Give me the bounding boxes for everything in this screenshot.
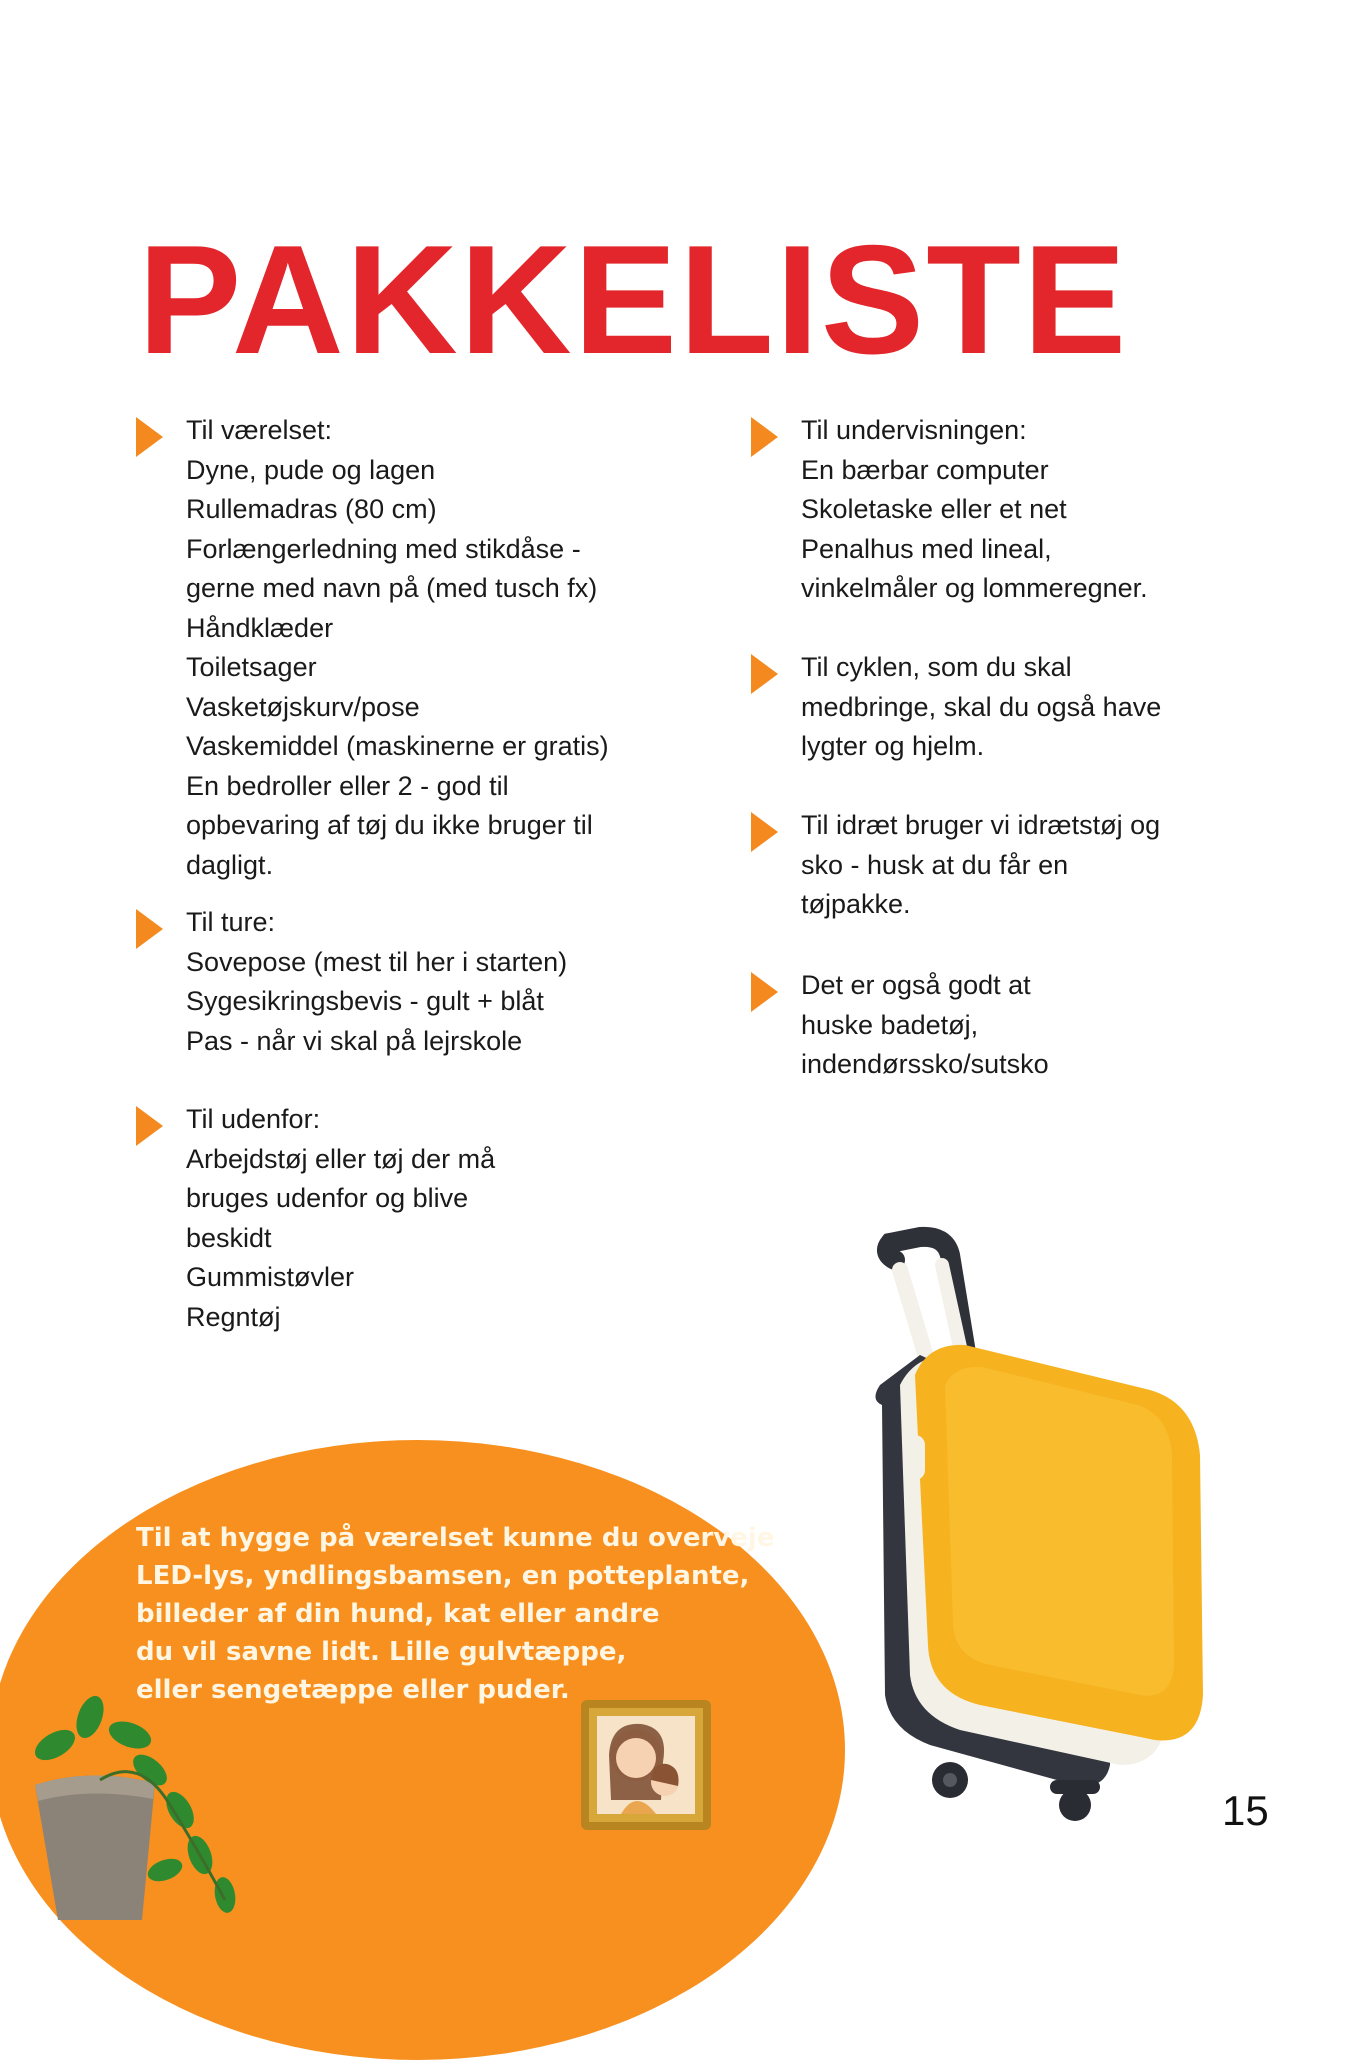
tip-text: [136, 1519, 774, 1709]
list-item: dagligt.: [186, 849, 274, 880]
page-number: 15: [1222, 1787, 1269, 1834]
section-heading: Til ture:: [186, 907, 276, 937]
section-room: [136, 411, 609, 885]
list-item: Forlængerledning med stikdåse -: [186, 533, 581, 564]
list-item: En bærbar computer: [801, 454, 1049, 485]
list-item: Dyne, pude og lagen: [186, 454, 436, 485]
list-item: Regntøj: [186, 1301, 281, 1332]
list-item: vinkelmåler og lommeregner.: [801, 573, 1148, 603]
list-item: sko - husk at du får en: [801, 849, 1069, 880]
list-item: Det er også godt at: [801, 970, 1031, 1000]
tip-line: Til at hygge på værelset kunne du overveje: [136, 1523, 775, 1553]
section-also: [751, 966, 1049, 1085]
list-item: beskidt: [186, 1222, 272, 1253]
bullet-arrow-icon: [751, 812, 778, 852]
list-item: Sovepose (mest til her i starten): [186, 946, 568, 977]
framed-portrait-illustration: [581, 1700, 711, 1830]
list-item: lygter og hjelm.: [801, 731, 985, 761]
suitcase-illustration: [860, 1225, 1260, 1825]
list-item: medbringe, skal du også have: [801, 691, 1162, 722]
list-item: Gummistøvler: [186, 1262, 354, 1292]
potted-plant-illustration: [30, 1695, 250, 1920]
bullet-arrow-icon: [136, 1106, 163, 1146]
section-bike: [751, 648, 1161, 767]
list-item: Sygesikringsbevis - gult + blåt: [186, 986, 544, 1016]
section-teaching: [751, 411, 1148, 609]
section-outdoors: [136, 1100, 495, 1337]
bullet-arrow-icon: [751, 654, 778, 694]
list-item: Vaskemiddel (maskinerne er gratis): [186, 731, 609, 761]
list-item: Vasketøjskurv/pose: [186, 691, 420, 722]
tip-line: eller sengetæppe eller puder.: [136, 1675, 570, 1705]
section-heading: Til undervisningen:: [801, 415, 1027, 445]
list-item: indendørssko/sutsko: [801, 1049, 1049, 1079]
bullet-arrow-icon: [136, 417, 163, 457]
tip-line: du vil savne lidt. Lille gulvtæppe,: [136, 1637, 627, 1667]
section-sports: [751, 806, 1160, 925]
list-item: gerne med navn på (med tusch fx): [186, 573, 598, 603]
bullet-arrow-icon: [751, 972, 778, 1012]
bullet-arrow-icon: [136, 909, 163, 949]
list-item: tøjpakke.: [801, 889, 911, 919]
list-item: bruges udenfor og blive: [186, 1183, 469, 1213]
tip-line: LED-lys, yndlingsbamsen, en potteplante,: [136, 1561, 750, 1591]
list-item: Til idræt bruger vi idrætstøj og: [801, 810, 1161, 840]
list-item: Pas - når vi skal på lejrskole: [186, 1025, 523, 1056]
section-heading: Til værelset:: [186, 415, 333, 445]
list-item: Arbejdstøj eller tøj der må: [186, 1143, 496, 1174]
list-item: Rullemadras (80 cm): [186, 494, 437, 524]
tip-line: billeder af din hund, kat eller andre: [136, 1599, 660, 1629]
section-heading: Til udenfor:: [186, 1104, 321, 1134]
list-item: Skoletaske eller et net: [801, 494, 1067, 524]
list-item: Penalhus med lineal,: [801, 533, 1052, 564]
page-title: PAKKELISTE: [138, 213, 1129, 386]
list-item: huske badetøj,: [801, 1009, 979, 1040]
list-item: Håndklæder: [186, 612, 334, 643]
section-trips: [136, 903, 567, 1061]
list-item: Til cyklen, som du skal: [801, 652, 1072, 682]
list-item: opbevaring af tøj du ikke bruger til: [186, 810, 593, 840]
bullet-arrow-icon: [751, 417, 778, 457]
list-item: Toiletsager: [186, 652, 317, 682]
list-item: En bedroller eller 2 - god til: [186, 770, 509, 801]
